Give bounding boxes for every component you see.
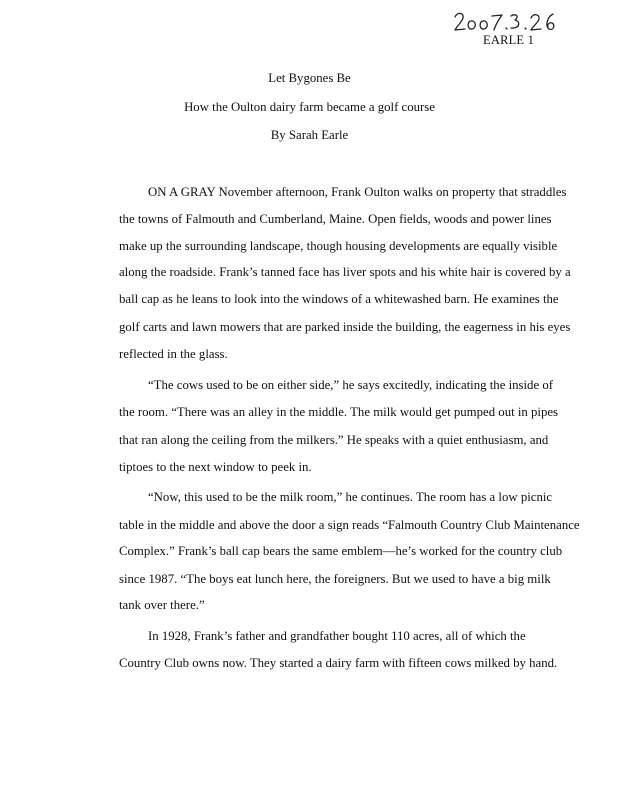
article-byline: By Sarah Earle	[270, 128, 349, 142]
body-line: table in the middle and above the door a sign reads “Falmouth Country Club Maintenance	[119, 518, 580, 532]
body-line: that ran along the ceiling from the milkers.” He speaks with a quiet enthusiasm, and	[119, 433, 549, 447]
body-line: In 1928, Frank’s father and grandfather bought 110 acres, all of which the	[148, 629, 526, 643]
article-title: Let Bygones Be	[268, 71, 351, 85]
body-line: tiptoes to the next window to peek in.	[119, 460, 312, 474]
body-line: along the roadside. Frank’s tanned face has liver spots and his white hair is covered by a	[119, 265, 571, 279]
body-line: reflected in the glass.	[119, 347, 228, 361]
body-line: since 1987. “The boys eat lunch here, the foreigners. But we used to have a big milk	[119, 572, 551, 586]
handwritten-date	[452, 8, 572, 34]
body-line: ON A GRAY November afternoon, Frank Oulton walks on property that straddles	[148, 185, 567, 199]
article-subtitle: How the Oulton dairy farm became a golf course	[184, 100, 435, 114]
body-line: Country Club owns now. They started a dairy farm with fifteen cows milked by hand.	[119, 656, 558, 670]
body-line: the room. “There was an alley in the middle. The milk would get pumped out in pipes	[119, 405, 559, 419]
body-line: make up the surrounding landscape, though housing developments are equally visible	[119, 239, 558, 253]
body-line: golf carts and lawn mowers that are parked inside the building, the eagerness in his eyes	[119, 320, 571, 334]
body-line: tank over there.”	[119, 598, 205, 612]
page-header-label: EARLE 1	[483, 33, 535, 47]
body-line: ball cap as he leans to look into the windows of a whitewashed barn. He examines the	[119, 292, 559, 306]
body-line: “The cows used to be on either side,” he says excitedly, indicating the inside of	[148, 378, 553, 392]
body-line: the towns of Falmouth and Cumberland, Maine. Open fields, woods and power lines	[119, 212, 552, 226]
body-line: Complex.” Frank’s ball cap bears the same emblem—he’s worked for the country club	[119, 544, 563, 558]
body-line: “Now, this used to be the milk room,” he continues. The room has a low picnic	[148, 490, 553, 504]
